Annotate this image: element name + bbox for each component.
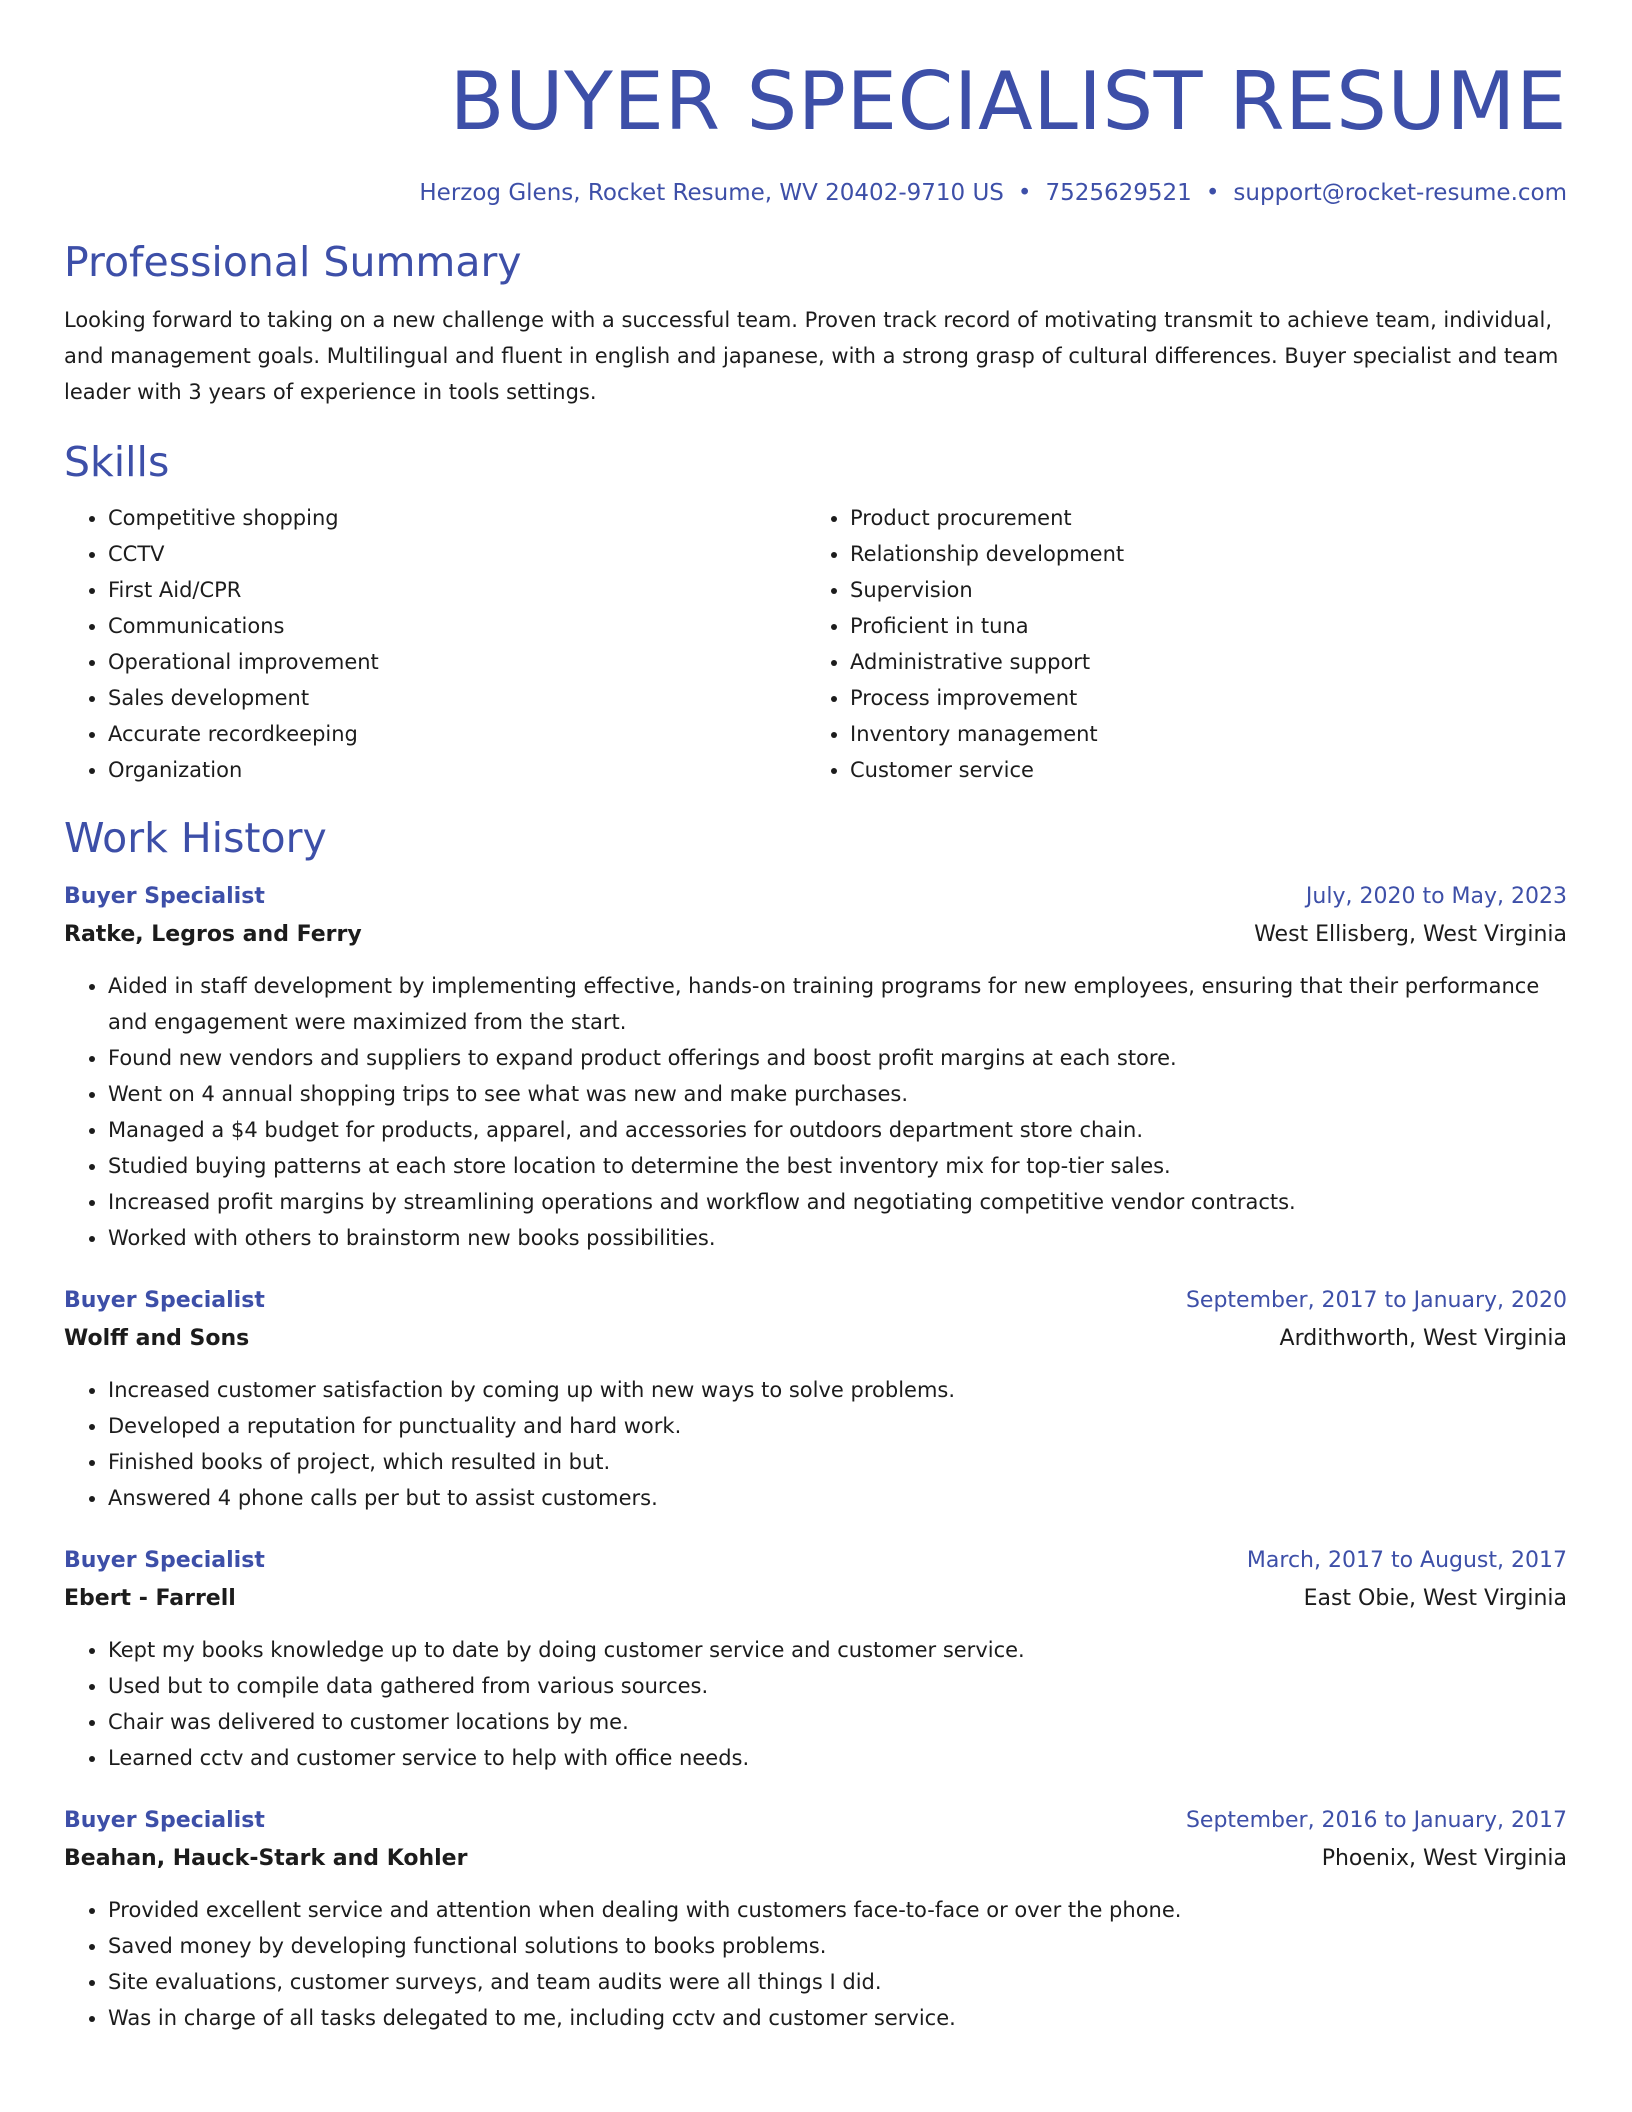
skills-list-right <box>806 500 1567 788</box>
contact-separator: • <box>1017 180 1032 206</box>
job-bullet: • Chair was delivered to customer locations by me. <box>108 1704 1567 1740</box>
job-dates: July, 2020 to May, 2023 <box>1305 884 1567 909</box>
job-company-row <box>64 1580 1567 1618</box>
skill-item: • Process improvement <box>850 680 1567 716</box>
job-title: Buyer Specialist <box>64 1548 265 1573</box>
skill-item: • Accurate recordkeeping <box>108 716 806 752</box>
job-company: Wolff and Sons <box>64 1326 250 1351</box>
job-entry <box>64 878 1567 1256</box>
skills-heading: Skills <box>64 438 170 486</box>
job-location: West Ellisberg, West Virginia <box>1254 922 1567 947</box>
job-bullet: • Went on 4 annual shopping trips to see what was new and make purchases. <box>108 1076 1567 1112</box>
skills-list-left <box>64 500 806 788</box>
skill-item: • Operational improvement <box>108 644 806 680</box>
job-company-row <box>64 916 1567 954</box>
job-bullet: • Site evaluations, customer surveys, and team audits were all things I did. <box>108 1964 1567 2000</box>
job-bullet: • Saved money by developing functional solutions to books problems. <box>108 1928 1567 1964</box>
skill-item: • Supervision <box>850 572 1567 608</box>
skill-item: • Relationship development <box>850 536 1567 572</box>
skill-item: • Customer service <box>850 752 1567 788</box>
job-entry <box>64 1802 1567 2036</box>
contact-line <box>64 178 1567 208</box>
job-company-row <box>64 1320 1567 1358</box>
job-bullets <box>64 1632 1567 1776</box>
skill-item: • Administrative support <box>850 644 1567 680</box>
contact-separator: • <box>1205 180 1220 206</box>
job-title-row <box>64 1542 1567 1580</box>
job-dates: September, 2016 to January, 2017 <box>1185 1808 1567 1833</box>
job-bullet: • Developed a reputation for punctuality and hard work. <box>108 1408 1567 1444</box>
summary-heading: Professional Summary <box>64 238 522 286</box>
job-bullet: • Learned cctv and customer service to help with office needs. <box>108 1740 1567 1776</box>
job-entry <box>64 1542 1567 1776</box>
contact-phone: 7525629521 <box>1045 180 1192 206</box>
job-company: Beahan, Hauck-Stark and Kohler <box>64 1846 468 1871</box>
job-bullet: • Studied buying patterns at each store location to determine the best inventory mix for top-tier sales. <box>108 1148 1567 1184</box>
skill-item: • Proficient in tuna <box>850 608 1567 644</box>
job-bullet: • Managed a $4 budget for products, apparel, and accessories for outdoors department store chain. <box>108 1112 1567 1148</box>
skill-item: • Organization <box>108 752 806 788</box>
job-bullet: • Finished books of project, which resulted in but. <box>108 1444 1567 1480</box>
job-bullet: • Answered 4 phone calls per but to assist customers. <box>108 1480 1567 1516</box>
skill-item: • Product procurement <box>850 500 1567 536</box>
summary-text: Looking forward to taking on a new challenge with a successful team. Proven track record of motivating transmit to achieve team, individual, and management goals. Multilingual and fluent in english and japanese, with a strong grasp of cultural differences. Buyer specialist and team leader with 3 years of experience in tools settings. <box>64 308 1559 404</box>
skill-item: • Communications <box>108 608 806 644</box>
job-bullet: • Used but to compile data gathered from various sources. <box>108 1668 1567 1704</box>
job-entry <box>64 1282 1567 1516</box>
job-title-row <box>64 1282 1567 1320</box>
job-location: Ardithworth, West Virginia <box>1279 1326 1567 1351</box>
skill-item: • CCTV <box>108 536 806 572</box>
job-bullet: • Worked with others to brainstorm new books possibilities. <box>108 1220 1567 1256</box>
job-bullet: • Was in charge of all tasks delegated to me, including cctv and customer service. <box>108 2000 1567 2036</box>
job-company-row <box>64 1840 1567 1878</box>
job-location: East Obie, West Virginia <box>1303 1586 1567 1611</box>
work-history-heading: Work History <box>64 814 327 862</box>
job-title-row <box>64 878 1567 916</box>
skill-item: • First Aid/CPR <box>108 572 806 608</box>
resume-title: BUYER SPECIALIST RESUME <box>449 55 1567 148</box>
job-bullets <box>64 968 1567 1256</box>
job-dates: March, 2017 to August, 2017 <box>1246 1548 1567 1573</box>
job-bullet: • Increased profit margins by streamlining operations and workflow and negotiating competitive vendor contracts. <box>108 1184 1567 1220</box>
job-bullet: • Increased customer satisfaction by coming up with new ways to solve problems. <box>108 1372 1567 1408</box>
job-title: Buyer Specialist <box>64 1288 265 1313</box>
skill-item: • Competitive shopping <box>108 500 806 536</box>
job-dates: September, 2017 to January, 2020 <box>1185 1288 1567 1313</box>
contact-address: Herzog Glens, Rocket Resume, WV 20402-9710 US <box>419 180 1004 206</box>
job-title: Buyer Specialist <box>64 1808 265 1833</box>
contact-email: support@rocket-resume.com <box>1233 180 1567 206</box>
job-bullet: • Kept my books knowledge up to date by doing customer service and customer service. <box>108 1632 1567 1668</box>
skills-columns <box>64 500 1567 788</box>
job-title: Buyer Specialist <box>64 884 265 909</box>
job-bullet: • Found new vendors and suppliers to expand product offerings and boost profit margins at each store. <box>108 1040 1567 1076</box>
job-bullets <box>64 1372 1567 1516</box>
job-bullets <box>64 1892 1567 2036</box>
job-bullet: • Aided in staff development by implementing effective, hands-on training programs for new employees, ensuring that their performance and engagement were maximized from the start. <box>108 968 1567 1040</box>
job-bullet: • Provided excellent service and attention when dealing with customers face-to-face or over the phone. <box>108 1892 1567 1928</box>
job-location: Phoenix, West Virginia <box>1321 1846 1567 1871</box>
skill-item: • Inventory management <box>850 716 1567 752</box>
job-title-row <box>64 1802 1567 1840</box>
skill-item: • Sales development <box>108 680 806 716</box>
job-company: Ratke, Legros and Ferry <box>64 922 362 947</box>
job-company: Ebert - Farrell <box>64 1586 236 1611</box>
